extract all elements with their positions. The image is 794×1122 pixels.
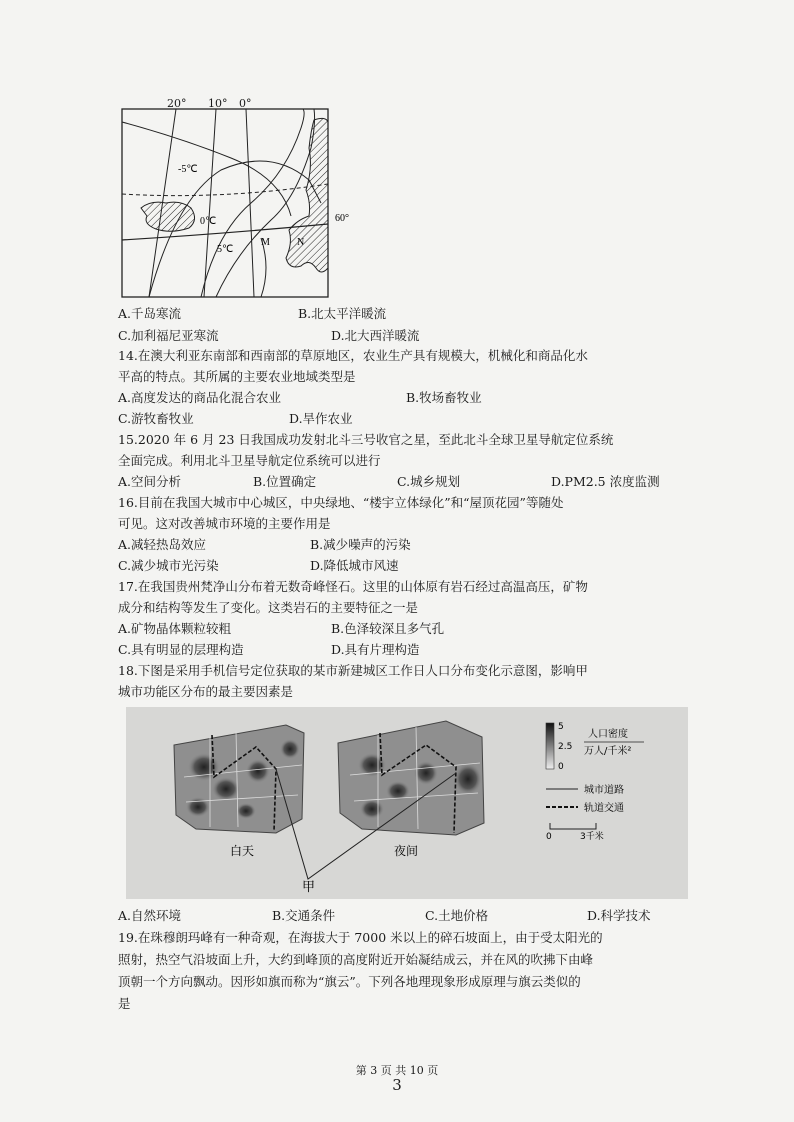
- q16-stem-line-2: 可见。这对改善城市环境的主要作用是: [118, 516, 331, 531]
- q19-stem-line-1: 19.在珠穆朗玛峰有一种奇观，在海拔大于 7000 米以上的碎石坡面上，由于受太阳光的: [118, 930, 603, 945]
- isotherm-label-0: 0℃: [200, 216, 217, 227]
- q13-option-a: A.千岛寒流: [118, 306, 182, 321]
- q18-option-a: A.自然环境: [118, 908, 182, 923]
- q17-stem-line-2: 成分和结构等发生了变化。这类岩石的主要特征之一是: [118, 600, 419, 615]
- lon-label-0-text: 0°: [239, 97, 252, 110]
- legend-value-0: 0: [558, 762, 564, 772]
- q19-stem-line-4: 是: [118, 996, 131, 1011]
- q18-stem-line-2: 城市功能区分布的最主要因素是: [118, 684, 294, 699]
- legend-title-top: 人口密度: [588, 729, 628, 740]
- lon-label-10-text: 10°: [208, 97, 228, 110]
- lon-label-row: [167, 96, 252, 112]
- q15-stem-line-1: 15.2020 年 6 月 23 日我国成功发射北斗三号收官之星，至此北斗全球卫星导航定位系统: [118, 432, 614, 447]
- q14-stem-line-1: 14.在澳大利亚东南部和西南部的草原地区，农业生产具有规模大，机械化和商品化水: [118, 348, 588, 363]
- day-map: [174, 725, 304, 833]
- q16-option-c: C.减少城市光污染: [118, 558, 219, 573]
- page-number: 3: [392, 1076, 402, 1094]
- point-label-m: M: [261, 237, 270, 248]
- q17-stem-line-1: 17.在我国贵州梵净山分布着无数奇峰怪石。这里的山体原有岩石经过高温高压，矿物: [118, 579, 588, 594]
- q14-stem-line-2: 平高的特点。其所属的主要农业地域类型是: [118, 369, 356, 384]
- scale-label: 3千米: [580, 832, 604, 842]
- q15-stem-line-2: 全面完成。利用北斗卫星导航定位系统可以进行: [118, 453, 381, 468]
- legend-value-2-5: 2.5: [558, 742, 573, 752]
- night-label: 夜间: [394, 844, 419, 858]
- q15-option-a: A.空间分析: [118, 474, 182, 489]
- lat-label-60: 60°: [335, 213, 349, 224]
- q15-option-c: C.城乡规划: [397, 474, 461, 489]
- q16-option-a: A.减轻热岛效应: [118, 537, 207, 552]
- q17-option-b: B.色泽较深且多气孔: [331, 621, 445, 636]
- q18-option-b: B.交通条件: [272, 908, 336, 923]
- day-label: 白天: [230, 844, 255, 858]
- q13-option-c: C.加利福尼亚寒流: [118, 328, 219, 343]
- q18-option-d: D.科学技术: [587, 908, 651, 923]
- q14-option-c: C.游牧畜牧业: [118, 411, 194, 426]
- legend-road-label: 城市道路: [584, 785, 624, 796]
- point-jia-label: 甲: [302, 880, 316, 895]
- q17-option-c: C.具有明显的层理构造: [118, 642, 244, 657]
- q13-option-b: B.北太平洋暖流: [298, 306, 387, 321]
- isotherm-label-minus5: -5℃: [178, 164, 198, 175]
- q18-option-c: C.土地价格: [425, 908, 489, 923]
- q14-option-a: A.高度发达的商品化混合农业: [118, 390, 282, 405]
- point-label-n: N: [297, 237, 305, 248]
- legend-title-bottom: 万人/千米²: [584, 746, 632, 757]
- population-distribution-figure: [126, 707, 688, 899]
- legend-value-5: 5: [558, 722, 564, 732]
- q19-stem-line-2: 照射，热空气沿坡面上升，大约到峰顶的高度附近开始凝结成云，并在风的吹拂下由峰: [118, 952, 594, 967]
- legend-rail-label: 轨道交通: [584, 803, 624, 814]
- q13-option-d: D.北大西洋暖流: [331, 328, 420, 343]
- night-map: [338, 721, 484, 835]
- q17-option-d: D.具有片理构造: [331, 642, 420, 657]
- q16-option-d: D.降低城市风速: [310, 558, 399, 573]
- isotherm-label-5: 5℃: [217, 244, 234, 255]
- q18-stem-line-1: 18.下图是采用手机信号定位获取的某市新建城区工作日人口分布变化示意图，影响甲: [118, 663, 588, 678]
- q17-option-a: A.矿物晶体颗粒较粗: [118, 621, 232, 636]
- q15-option-d: D.PM2.5 浓度监测: [551, 474, 660, 489]
- q16-stem-line-1: 16.目前在我国大城市中心城区，中央绿地、“楼宇立体绿化”和“屋顶花园”等随处: [118, 495, 564, 510]
- q14-option-d: D.旱作农业: [289, 411, 353, 426]
- lon-label-20-text: 20°: [167, 97, 187, 110]
- q16-option-b: B.减少噪声的污染: [310, 537, 411, 552]
- scale-zero-label: 0: [546, 832, 552, 842]
- page-info: 第 3 页 共 10 页: [355, 1064, 439, 1077]
- ocean-current-map: [121, 108, 365, 302]
- q19-stem-line-3: 顶朝一个方向飘动。因形如旗而称为“旗云”。下列各地理现象形成原理与旗云类似的: [118, 974, 581, 989]
- q14-option-b: B.牧场畜牧业: [406, 390, 482, 405]
- q15-option-b: B.位置确定: [253, 474, 317, 489]
